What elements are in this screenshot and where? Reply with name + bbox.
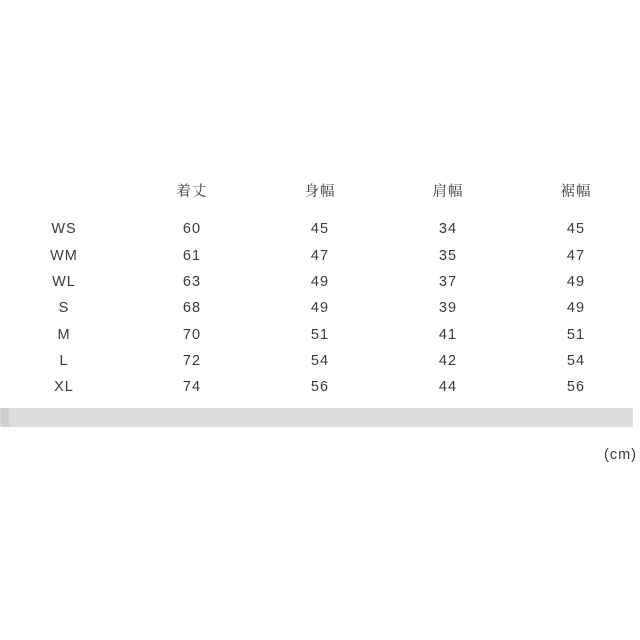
value-cell: 45 — [310, 221, 330, 238]
table-row-xl — [0, 374, 640, 400]
value-cell: 49 — [310, 300, 330, 317]
column-header-body-length: 着丈 — [176, 183, 208, 200]
value-cell: 44 — [438, 379, 458, 396]
table-row-wl — [0, 269, 640, 295]
column-header-body-width: 身幅 — [304, 183, 336, 200]
value-cell: 47 — [566, 247, 586, 264]
value-cell: 72 — [182, 352, 202, 369]
value-cell: 68 — [182, 300, 202, 317]
value-cell: 61 — [182, 247, 202, 264]
table-row-wm — [0, 243, 640, 269]
value-cell: 63 — [182, 274, 202, 291]
scrollbar-thumb[interactable] — [1, 408, 9, 427]
value-cell: 49 — [566, 274, 586, 291]
value-cell: 56 — [310, 379, 330, 396]
value-cell: 47 — [310, 247, 330, 264]
value-cell: 39 — [438, 300, 458, 317]
value-cell: 74 — [182, 379, 202, 396]
column-header-shoulder-width: 肩幅 — [432, 183, 464, 200]
table-row-l — [0, 348, 640, 374]
size-row-label: L — [59, 352, 69, 369]
value-cell: 42 — [438, 352, 458, 369]
column-header-hem-width: 裾幅 — [560, 183, 592, 200]
table-row-s — [0, 295, 640, 321]
table-row-ws — [0, 216, 640, 242]
size-row-label: M — [57, 326, 71, 343]
size-row-label: WS — [51, 221, 77, 238]
size-row-label: XL — [54, 379, 74, 396]
value-cell: 51 — [310, 326, 330, 343]
value-cell: 56 — [566, 379, 586, 396]
value-cell: 60 — [182, 221, 202, 238]
table-row-m — [0, 321, 640, 347]
value-cell: 49 — [310, 274, 330, 291]
horizontal-scrollbar[interactable] — [0, 408, 633, 427]
size-row-label: WM — [50, 247, 78, 264]
value-cell: 51 — [566, 326, 586, 343]
value-cell: 49 — [566, 300, 586, 317]
value-cell: 35 — [438, 247, 458, 264]
size-row-label: S — [58, 300, 70, 317]
value-cell: 41 — [438, 326, 458, 343]
value-cell: 54 — [566, 352, 586, 369]
value-cell: 37 — [438, 274, 458, 291]
size-row-label: WL — [52, 274, 76, 291]
unit-label: (cm) — [604, 447, 637, 463]
value-cell: 54 — [310, 352, 330, 369]
size-chart-table — [0, 177, 640, 400]
value-cell: 70 — [182, 326, 202, 343]
value-cell: 34 — [438, 221, 458, 238]
size-chart-header-row — [0, 177, 640, 203]
value-cell: 45 — [566, 221, 586, 238]
